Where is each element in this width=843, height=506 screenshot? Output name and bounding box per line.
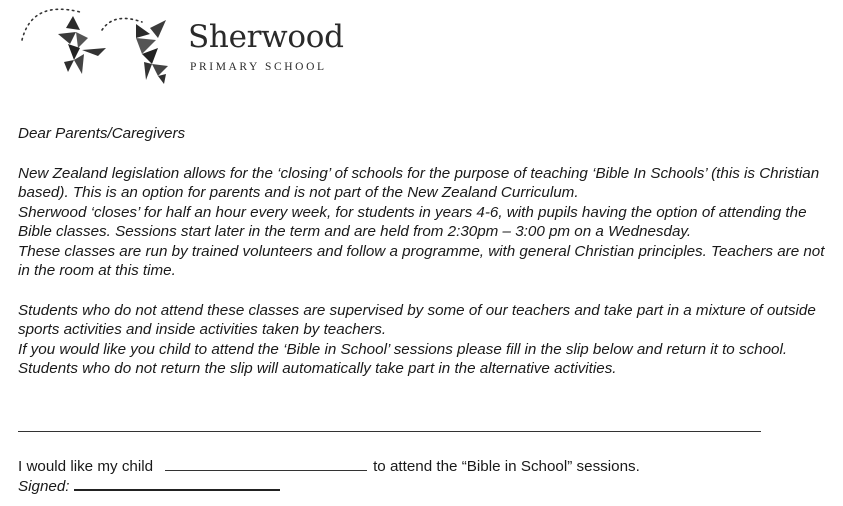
signed-label: Signed: [18, 478, 70, 495]
paragraph-alternative: Students who do not return the slip will automatically take part in the alternative activities. [18, 360, 617, 377]
school-subtitle: PRIMARY SCHOOL [190, 61, 327, 73]
paragraph-legislation: New Zealand legislation allows for the ‘closing’ of schools for the purpose of teaching ‘Bible In Schools’ (this is Christian based). This is an option for parents and is not part of the New Zealand Curriculum. [18, 164, 820, 201]
child-name-field[interactable] [165, 456, 367, 471]
paragraph-supervision: Students who do not attend these classes are supervised by some of our teachers and take part in a mixture of outside sports activities and inside activities taken by teachers. [18, 301, 816, 338]
school-logo [18, 4, 358, 84]
tangram-figures-icon [18, 4, 183, 84]
slip-suffix: to attend the “Bible in School” sessions. [373, 458, 640, 475]
cut-line-divider [18, 431, 761, 432]
paragraph-schedule: Sherwood ‘closes’ for half an hour every week, for students in years 4-6, with pupils having the option of attending the Bible classes. Sessions start later in the term and are held from 2:30pm – 3:00 pm on a Wednesday. [18, 203, 807, 240]
signature-field[interactable] [74, 475, 280, 491]
greeting: Dear Parents/Caregivers [18, 125, 186, 142]
school-name: Sherwood [188, 19, 344, 55]
spacer [18, 144, 838, 164]
paragraph-return-slip: If you would like you child to attend the ‘Bible in School’ sessions please fill in the slip below and return it to school. [18, 340, 788, 358]
paragraph-volunteers: These classes are run by trained volunteers and follow a programme, with general Christian principles. Teachers are not in the room at this time. [18, 242, 825, 279]
letter-body [18, 124, 838, 379]
slip-prefix: I would like my child [18, 458, 154, 475]
spacer [18, 281, 838, 301]
slip-signature-line [18, 475, 280, 496]
slip-child-line [18, 456, 640, 476]
